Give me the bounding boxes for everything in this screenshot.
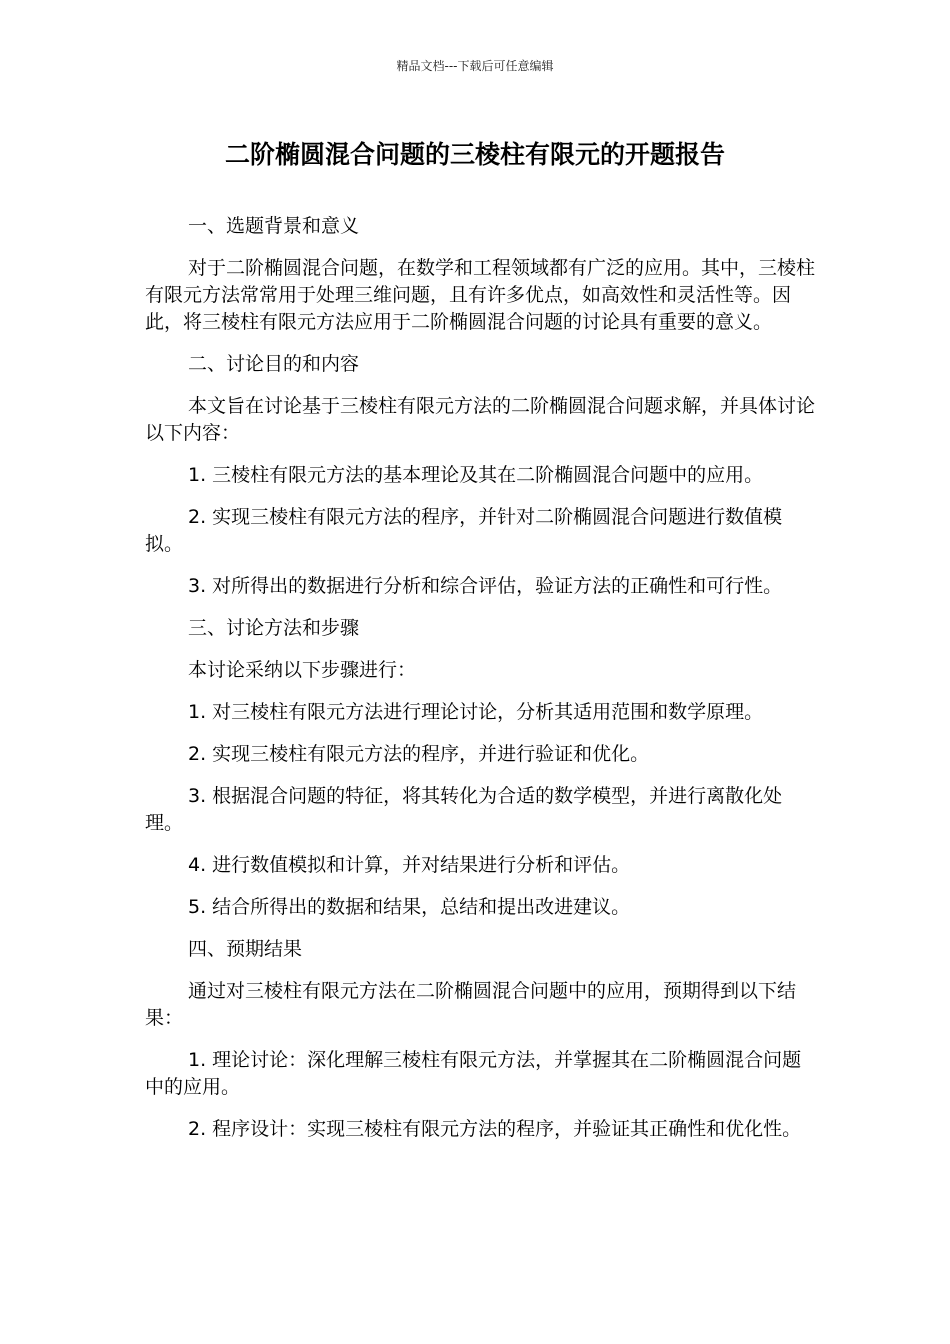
- section-heading-results: 四、预期结果: [188, 938, 303, 960]
- list-item-method-1: 1. 对三棱柱有限元方法进行理论讨论，分析其适用范围和数学原理。: [188, 701, 764, 723]
- section-heading-background: 一、选题背景和意义: [188, 215, 360, 237]
- paragraph-method: 本讨论采纳以下步骤进行：: [188, 659, 417, 681]
- list-item-results-2: 2. 程序设计：实现三棱柱有限元方法的程序，并验证其正确性和优化性。: [188, 1118, 802, 1140]
- header-note: 精品文档---下载后可任意编辑: [396, 59, 554, 73]
- document-body: [145, 213, 815, 1158]
- paragraph-results: 通过对三棱柱有限元方法在二阶椭圆混合问题中的应用，预期得到以下结果：: [145, 980, 797, 1029]
- section-heading-purpose: 二、讨论目的和内容: [188, 353, 360, 375]
- paragraph-purpose: 本文旨在讨论基于三棱柱有限元方法的二阶椭圆混合问题求解，并具体讨论以下内容：: [145, 395, 816, 444]
- list-item-purpose-2: 2. 实现三棱柱有限元方法的程序，并针对二阶椭圆混合问题进行数值模拟。: [145, 506, 783, 555]
- section-heading-method: 三、讨论方法和步骤: [188, 617, 360, 639]
- list-item-method-4: 4. 进行数值模拟和计算，并对结果进行分析和评估。: [188, 854, 631, 876]
- document-title: 二阶椭圆混合问题的三棱柱有限元的开题报告: [224, 140, 725, 169]
- list-item-purpose-3: 3. 对所得出的数据进行分析和综合评估，验证方法的正确性和可行性。: [188, 575, 783, 597]
- list-item-results-1: 1. 理论讨论：深化理解三棱柱有限元方法，并掌握其在二阶椭圆混合问题中的应用。: [145, 1049, 802, 1098]
- list-item-method-5: 5. 结合所得出的数据和结果，总结和提出改进建议。: [188, 896, 631, 918]
- list-item-method-3: 3. 根据混合问题的特征，将其转化为合适的数学模型，并进行离散化处理。: [145, 785, 783, 834]
- list-item-purpose-1: 1. 三棱柱有限元方法的基本理论及其在二阶椭圆混合问题中的应用。: [188, 464, 764, 486]
- paragraph-background: 对于二阶椭圆混合问题，在数学和工程领域都有广泛的应用。其中，三棱柱有限元方法常常用于处理三维问题，且有许多优点，如高效性和灵活性等。因此，将三棱柱有限元方法应用于二阶椭圆混合问题的讨论具有重要的意义。: [145, 257, 816, 333]
- list-item-method-2: 2. 实现三棱柱有限元方法的程序，并进行验证和优化。: [188, 743, 650, 765]
